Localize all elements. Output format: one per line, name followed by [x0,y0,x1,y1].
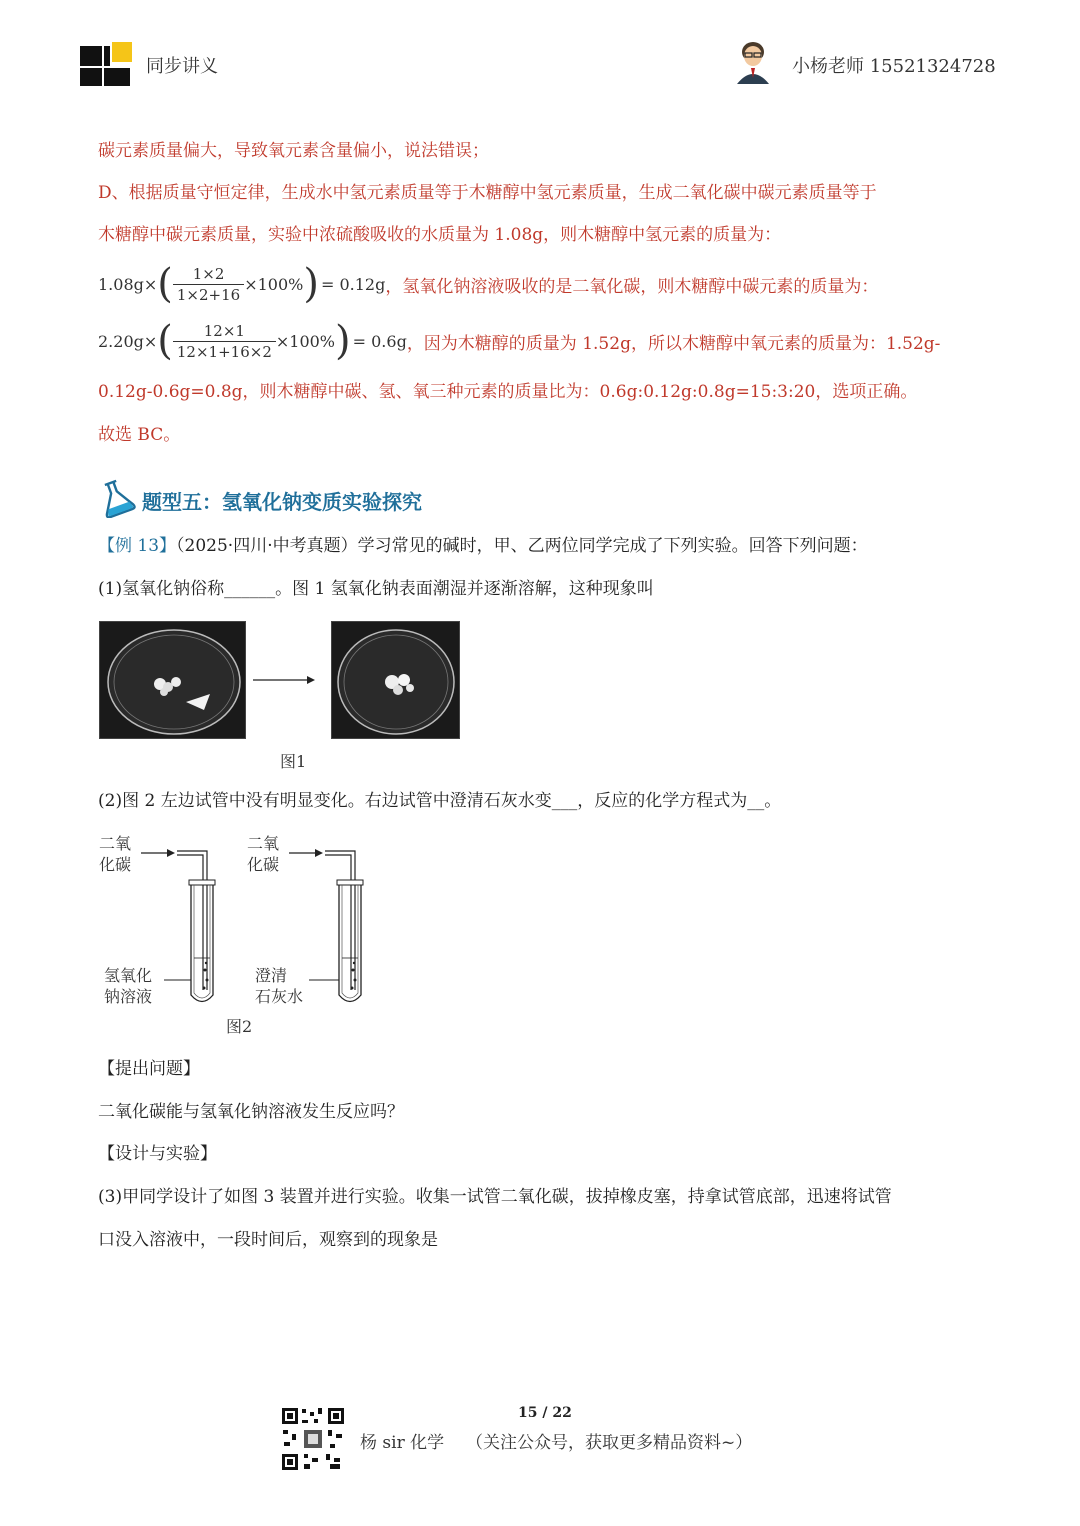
example-tag: 【例 13】 [98,536,177,556]
eq2-denominator: 12×1+16×2 [173,341,276,362]
flask-icon [96,478,136,518]
fig2-left-gas-1: 二氧 [99,834,132,853]
question-3-line-2: 口没入溶液中，一段时间后，观察到的现象是 [98,1230,438,1250]
equation-hydrogen: 1.08g× ( $\frac{1\times 2}{1\times 2+16}$ ×100% ) = 0.12g ，氢氧化钠溶液吸收的是二氧化碳，则木糖醇中碳元素的质量为： [98,261,879,307]
eq2-numerator: 12×1 [203,321,245,340]
fig2-left-liquid-1: 氢氧化 [104,966,153,985]
raise-question-title: 【提出问题】 [98,1059,200,1079]
eq2-fraction [173,321,276,362]
eq2-text: ，因为木糖醇的质量为 1.52g，所以木糖醇中氧元素的质量为：1.52g- [406,333,941,354]
fig2-left-liquid-2: 钠溶液 [104,987,153,1006]
qr-code [280,1406,346,1472]
fig2-diagram [99,830,369,1015]
question-2: (2)图 2 左边试管中没有明显变化。右边试管中澄清石灰水变___，反应的化学方程式为__。 [98,791,782,811]
eq1-text: ，氢氧化钠溶液吸收的是二氧化碳，则木糖醇中碳元素的质量为： [385,276,879,297]
eq2-prefix: 2.20g× [98,331,158,351]
footer-brand: 杨 sir 化学 [360,1433,445,1453]
solution-line-1: 碳元素质量偏大，导致氧元素含量偏小，说法错误； [98,141,489,161]
eq1-result: = 0.12g [320,274,386,294]
fig1-caption: 图1 [280,752,307,771]
eq1-suffix: ×100% [244,274,304,294]
example-header [98,534,868,558]
fig1-photo-after [331,621,460,739]
fig2-right-gas-2: 化碳 [247,855,280,874]
equation-carbon: 2.20g× ( $\frac{12\times 1}{12\times 1+16\times 2}$ ×100% ) = 0.6g ，因为木糖醇的质量为 1.52g，所以木糖醇中氧元素的质量为：1.52g- [98,318,941,364]
example-source: （2025·四川·中考真题）学习常见的碱时，甲、乙两位同学完成了下列实验。回答下列问题： [176,536,868,556]
raise-question-text: 二氧化碳能与氢氧化钠溶液发生反应吗？ [98,1102,404,1122]
header-title: 同步讲义 [146,56,218,77]
question-3-line-1: (3)甲同学设计了如图 3 装置并进行实验。收集一试管二氧化碳，拔掉橡皮塞，持拿试管底部，迅速将试管 [98,1187,892,1207]
fig1-arrow [253,672,315,686]
logo-icon [80,40,136,88]
fig2-right-liquid-2: 石灰水 [255,987,304,1006]
teacher-avatar [732,38,774,84]
solution-line-2: D、根据质量守恒定律，生成水中氢元素质量等于木糖醇中氢元素质量，生成二氧化碳中碳元素质量等于 [98,183,877,203]
solution-line-3: 木糖醇中碳元素质量，实验中浓硫酸吸收的水质量为 1.08g，则木糖醇中氢元素的质量为： [98,225,782,245]
solution-line-6: 0.12g-0.6g=0.8g，则木糖醇中碳、氢、氧三种元素的质量比为：0.6g:0.12g:0.8g=15:3:20，选项正确。 [98,382,918,402]
eq2-suffix: ×100% [275,331,336,351]
eq1-denominator: 1×2+16 [173,284,244,305]
eq1-numerator: 1×2 [192,264,225,283]
footer-note: （关注公众号，获取更多精品资料~） [466,1433,753,1453]
eq2-result: = 0.6g [352,331,407,351]
section-title: 题型五：氢氧化钠变质实验探究 [142,490,422,514]
fig2-right-gas-1: 二氧 [247,834,280,853]
teacher-contact: 小杨老师 15521324728 [792,56,996,77]
avatar-icon [732,38,774,84]
fig2-caption: 图2 [226,1017,253,1036]
question-1: (1)氢氧化钠俗称______。图 1 氢氧化钠表面潮湿并逐渐溶解，这种现象叫 [98,579,654,599]
fig2-right-liquid-1: 澄清 [255,966,288,985]
eq1-fraction [173,264,244,305]
footer-page-number: 15 / 22 [518,1405,572,1421]
fig1-photo-before [99,621,246,739]
design-title: 【设计与实验】 [98,1144,217,1164]
eq1-prefix: 1.08g× [98,274,158,294]
fig2-left-gas-2: 化碳 [99,855,132,874]
header-logo [80,40,136,88]
solution-line-7: 故选 BC。 [98,425,181,445]
